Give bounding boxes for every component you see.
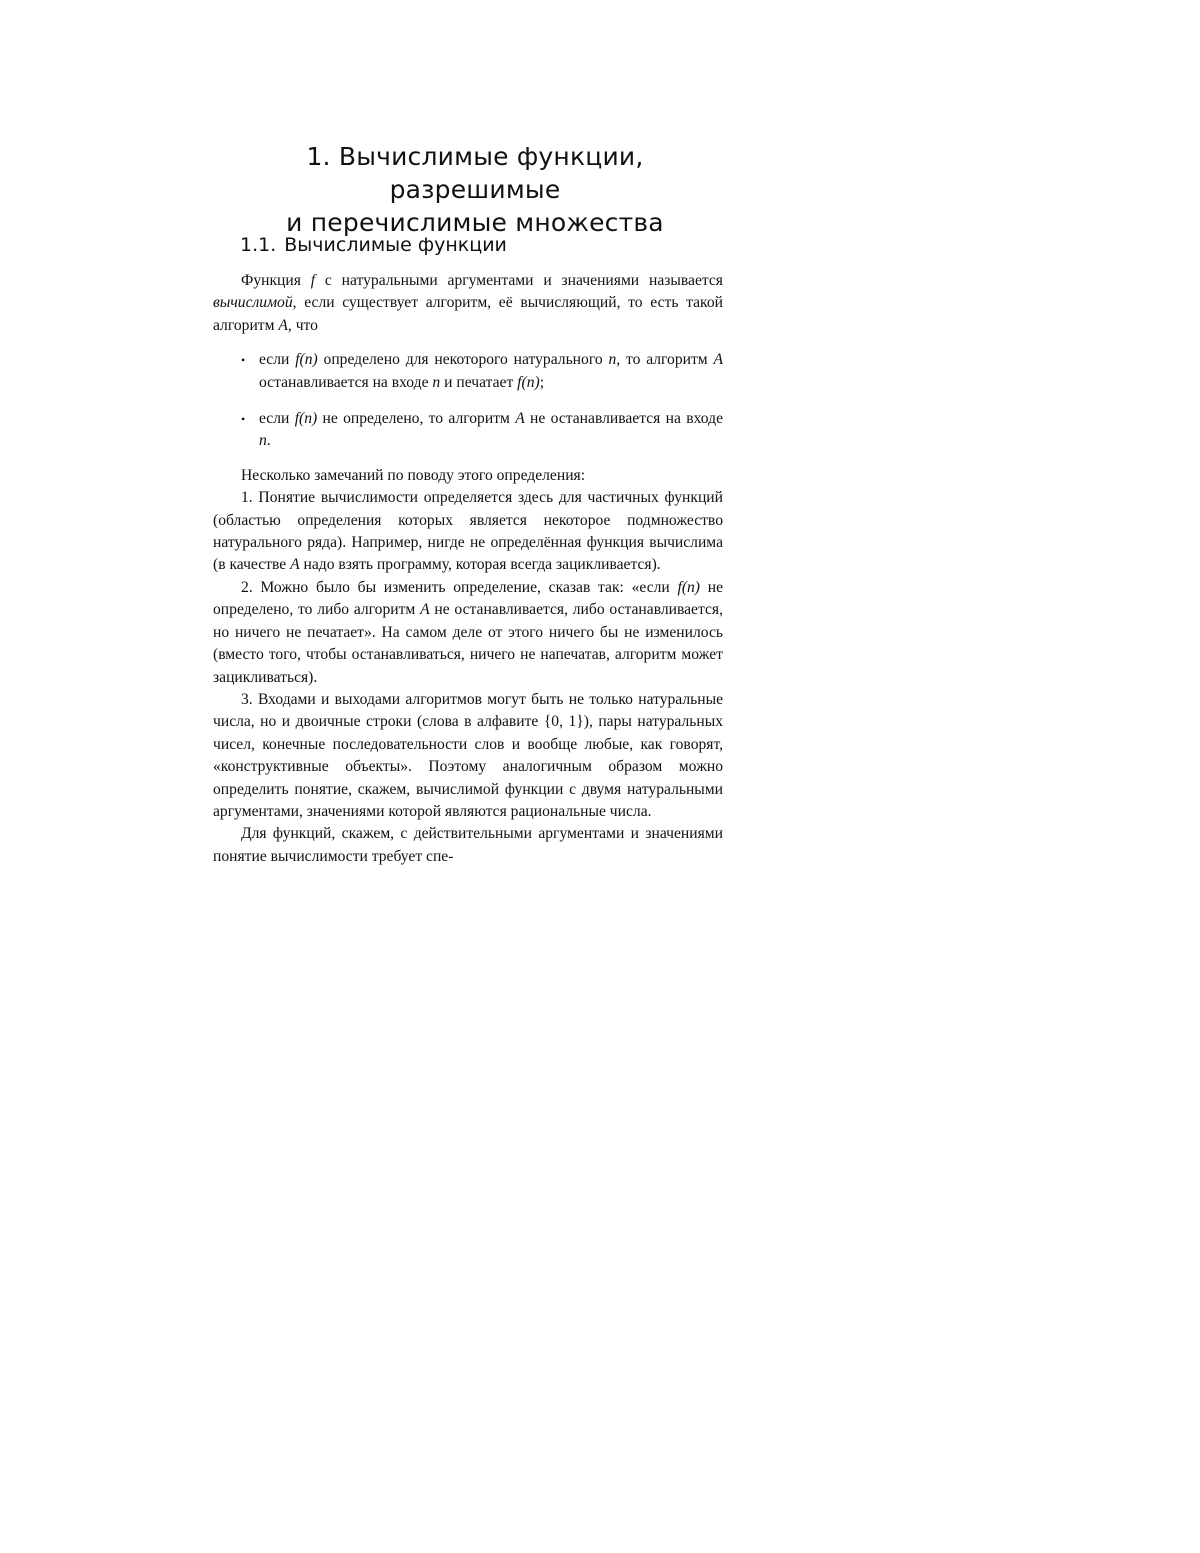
math-A: A bbox=[515, 410, 525, 428]
remark-text: 3. Входами и выходами алгоритмов могут быть не только натуральные числа, но и двоичные строки (слова в алфавите bbox=[213, 690, 723, 731]
bullet-text: . bbox=[266, 432, 271, 450]
bullet-text: если bbox=[259, 410, 295, 428]
remark-1 bbox=[213, 487, 723, 577]
last-paragraph: Для функций, скажем, с действительными аргументами и значениями понятие вычислимости требует спе- bbox=[213, 825, 723, 865]
bullet-text: останавливается на входе bbox=[259, 373, 433, 391]
section-title bbox=[240, 232, 507, 258]
bullet-text: не определено, то алгоритм bbox=[317, 410, 516, 428]
remark-text: надо взять программу, которая всегда зацикливается). bbox=[299, 556, 661, 574]
math-n: n bbox=[259, 432, 267, 450]
math-fn: f(n) bbox=[294, 410, 318, 428]
remark-text: 1. Понятие вычислимости определяется здесь для частичных функций (областью определения которых является некоторое подмножество натурального ряда). Например, нигде не определённая функция вычислима (в качестве bbox=[213, 489, 723, 574]
bullet-icon: • bbox=[241, 412, 246, 427]
remark-text: не определено, то либо алгоритм bbox=[213, 578, 723, 619]
remarks-intro: Несколько замечаний по поводу этого определения: bbox=[241, 466, 586, 484]
math-fn: f(n) bbox=[677, 578, 700, 596]
bullet-icon: • bbox=[241, 353, 246, 368]
section-number: 1.1. bbox=[240, 234, 277, 256]
remark-2 bbox=[213, 577, 723, 689]
intro-text-1: Функция bbox=[241, 272, 311, 289]
intro-text-2: с натуральными аргументами и значениями называется bbox=[315, 272, 723, 289]
math-f: f bbox=[310, 272, 316, 289]
bullet-text: ; bbox=[539, 373, 545, 391]
chapter-title bbox=[225, 140, 725, 239]
bullet-text: определено для некоторого натурального bbox=[317, 351, 609, 369]
list-item bbox=[241, 349, 724, 394]
math-n: n bbox=[608, 351, 617, 369]
section-title-text: Вычислимые функции bbox=[284, 234, 507, 256]
remark-text: ), пары натуральных чисел, конечные последовательности слов и вообще любые, как говорят, «конструктивные объекты». Поэтому аналогичным образом можно определить понятие, скажем, вычислимой функции с двумя натуральными аргументами, значениями которой являются рациональные числа. bbox=[213, 713, 723, 820]
list-item bbox=[241, 408, 723, 453]
math-A: A bbox=[290, 556, 300, 574]
math-set: {0, 1} bbox=[543, 713, 584, 731]
math-A: A bbox=[713, 351, 724, 369]
definition-list bbox=[213, 349, 723, 453]
intro-paragraph bbox=[213, 270, 723, 337]
intro-text-3: , если существует алгоритм, её вычисляющий, то есть такой алгоритм bbox=[213, 294, 723, 334]
remark-text: не останавливается, либо останавливается, но ничего не печатает». На самом деле от этого ничего бы не изменилось (вместо того, чтобы останавливаться, ничего не напечатав, алгоритм может зацикливаться). bbox=[213, 601, 723, 686]
intro-text-4: , что bbox=[287, 316, 318, 334]
chapter-title-line-1: 1. Вычислимые функции, разрешимые bbox=[306, 142, 644, 204]
math-fn: f(n) bbox=[295, 351, 318, 369]
math-n: n bbox=[432, 373, 441, 391]
chapter-title-line-2: и перечислимые множества bbox=[286, 208, 664, 237]
bullet-text: не останавливается на входе bbox=[524, 410, 723, 428]
bullet-text: , то алгоритм bbox=[616, 351, 714, 369]
bullet-text: и печатает bbox=[440, 373, 518, 391]
math-A: A bbox=[278, 316, 288, 334]
math-fn: f(n) bbox=[517, 373, 540, 391]
bullet-text: если bbox=[259, 351, 296, 369]
body-text bbox=[213, 270, 723, 868]
defined-term: вычислимой bbox=[213, 294, 293, 312]
remark-text: 2. Можно было бы изменить определение, сказав так: «если bbox=[241, 578, 678, 596]
math-A: A bbox=[420, 601, 430, 619]
remark-3 bbox=[213, 689, 723, 823]
